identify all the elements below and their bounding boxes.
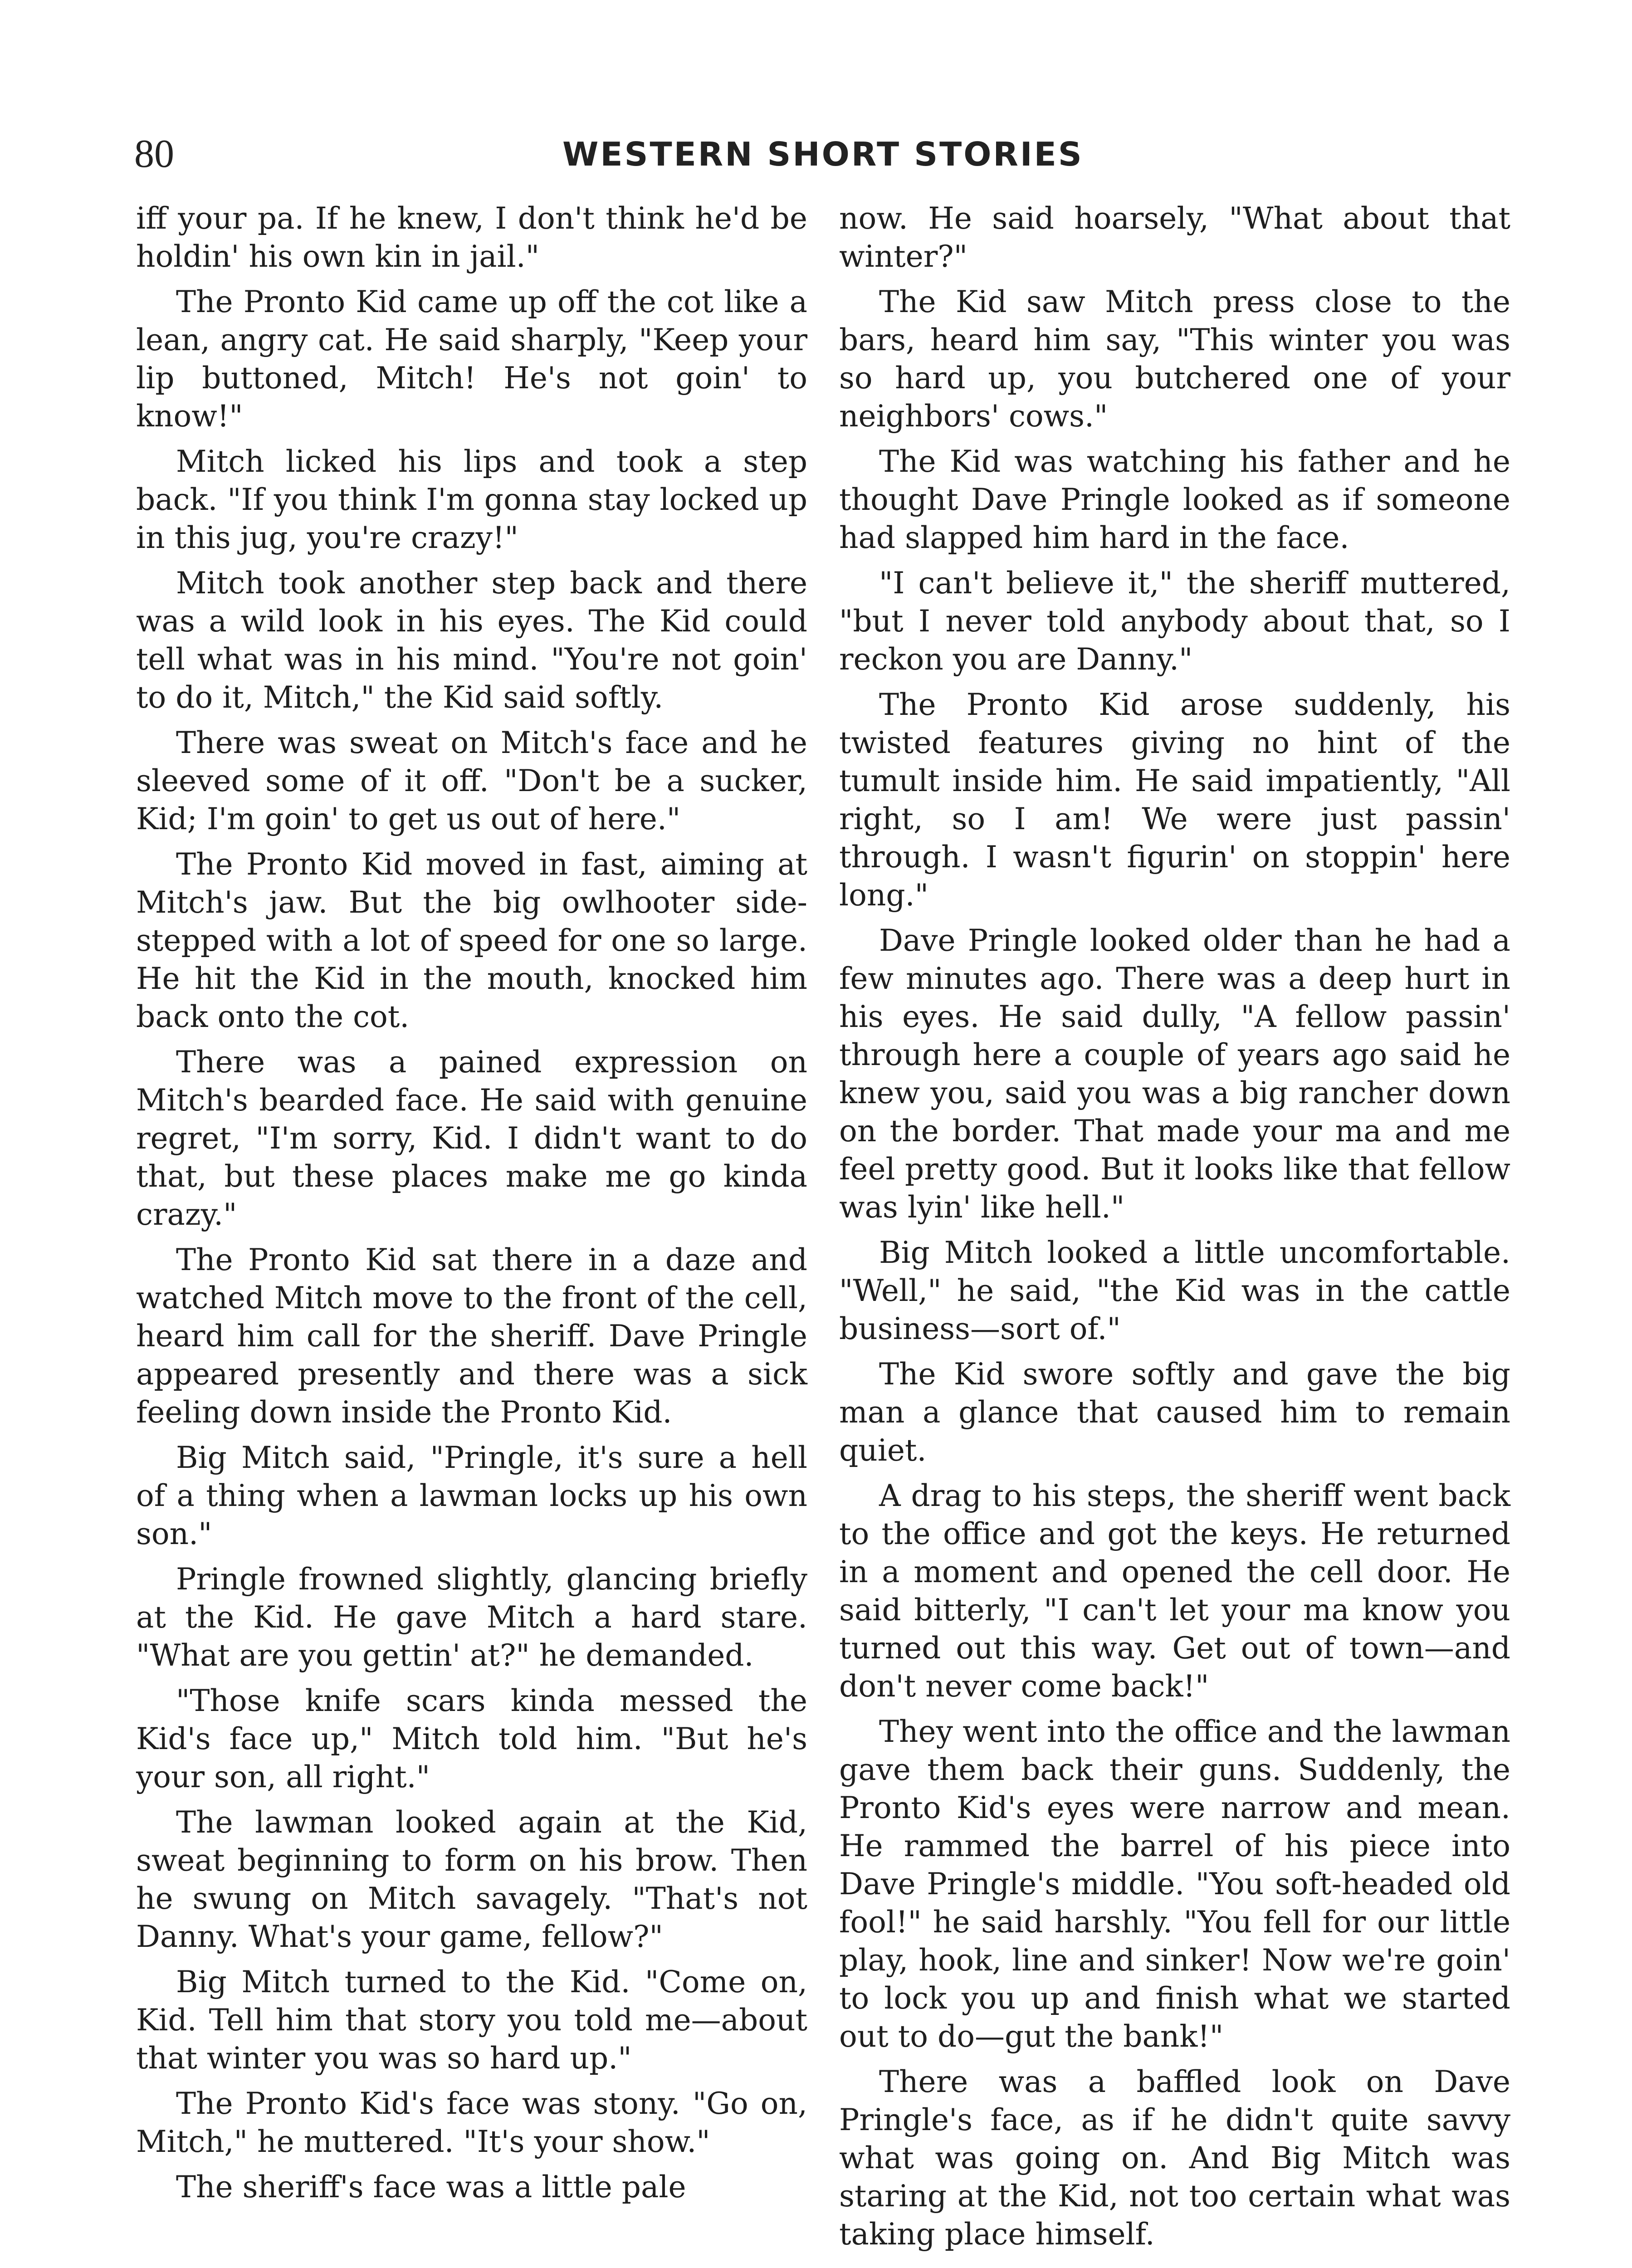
paragraph: The Pronto Kid's face was stony. "Go on, Mitch," he muttered. "It's your show."	[136, 2086, 807, 2159]
paragraph: They went into the office and the lawman gave them back their guns. Suddenly, the Pronto Kid's eyes were narrow and mean. He rammed the barrel of his piece into Dave Pringle's middle. "You soft-headed old fool!" he said harshly. "You fell for our little play, hook, line and sinker! Now we're goin' to lock you up and finish what we started out to do—gut the bank!"	[839, 1714, 1510, 2054]
paragraph: The Pronto Kid sat there in a daze and watched Mitch move to the front of the cell, heard him call for the sheriff. Dave Pringle appeared presently and there was a sick feeling down inside the Pronto Kid.	[136, 1242, 807, 1430]
paragraph: "Those knife scars kinda messed the Kid's face up," Mitch told him. "But he's your son, all right."	[136, 1683, 807, 1794]
paragraph: Big Mitch looked a little uncomfortable. "Well," he said, "the Kid was in the cattle business—sort of."	[839, 1235, 1510, 1346]
paragraph: Mitch took another step back and there was a wild look in his eyes. The Kid could tell what was in his mind. "You're not goin' to do it, Mitch," the Kid said softly.	[136, 566, 807, 715]
paragraph: The Kid swore softly and gave the big man a glance that caused him to remain quiet.	[839, 1357, 1510, 1468]
paragraph: A drag to his steps, the sheriff went back to the office and got the keys. He returned in a moment and opened the cell door. He said bitterly, "I can't let your ma know you turned out this way. Get out of town—and don't never come back!"	[839, 1478, 1510, 1704]
paragraph: Dave Pringle looked older than he had a few minutes ago. There was a deep hurt in his eyes. He said dully, "A fellow passin' through here a couple of years ago said he knew you, said you was a big rancher down on the border. That made your ma and me feel pretty good. But it looks like that fellow was lyin' like hell."	[839, 923, 1510, 1225]
paragraph: The Pronto Kid came up off the cot like a lean, angry cat. He said sharply, "Keep your lip buttoned, Mitch! He's not goin' to know!"	[136, 284, 807, 434]
paragraph: There was sweat on Mitch's face and he sleeved some of it off. "Don't be a sucker, Kid; I'm goin' to get us out of here."	[136, 725, 807, 836]
paragraph: The Kid was watching his father and he thought Dave Pringle looked as if someone had slapped him hard in the face.	[839, 444, 1510, 555]
paragraph: now. He said hoarsely, "What about that winter?"	[839, 201, 1510, 274]
left-text-column	[136, 200, 807, 2214]
paragraph: There was a baffled look on Dave Pringle's face, as if he didn't quite savvy what was going on. And Big Mitch was staring at the Kid, not too certain what was taking place himself.	[839, 2064, 1510, 2252]
paragraph: There was a pained expression on Mitch's bearded face. He said with genuine regret, "I'm sorry, Kid. I didn't want to do that, but these places make me go kinda crazy."	[136, 1045, 807, 1232]
paragraph: Big Mitch turned to the Kid. "Come on, Kid. Tell him that story you told me—about that winter you was so hard up."	[136, 1965, 807, 2076]
right-text-column	[839, 200, 1510, 2261]
paragraph: Mitch licked his lips and took a step back. "If you think I'm gonna stay locked up in this jug, you're crazy!"	[136, 444, 807, 555]
paragraph: iff your pa. If he knew, I don't think he'd be holdin' his own kin in jail."	[136, 201, 807, 274]
paragraph: The Pronto Kid arose suddenly, his twisted features giving no hint of the tumult inside him. He said impatiently, "All right, so I am! We were just passin' through. I wasn't figurin' on stoppin' here long."	[839, 687, 1510, 913]
paragraph: "I can't believe it," the sheriff muttered, "but I never told anybody about that, so I reckon you are Danny."	[839, 566, 1510, 677]
paragraph: The Pronto Kid moved in fast, aiming at Mitch's jaw. But the big owlhooter side-stepped with a lot of speed for one so large. He hit the Kid in the mouth, knocked him back onto the cot.	[136, 847, 807, 1034]
paragraph: The sheriff's face was a little pale	[176, 2170, 686, 2204]
page-number: 80	[134, 132, 174, 176]
paragraph: Big Mitch said, "Pringle, it's sure a hell of a thing when a lawman locks up his own son."	[136, 1440, 807, 1551]
paragraph: The lawman looked again at the Kid, sweat beginning to form on his brow. Then he swung on Mitch savagely. "That's not Danny. What's your game, fellow?"	[136, 1805, 807, 1954]
paragraph: Pringle frowned slightly, glancing briefly at the Kid. He gave Mitch a hard stare. "What are you gettin' at?" he demanded.	[136, 1562, 807, 1673]
running-head: WESTERN SHORT STORIES	[562, 135, 1084, 173]
paragraph: The Kid saw Mitch press close to the bars, heard him say, "This winter you was so hard up, you butchered one of your neighbors' cows."	[839, 284, 1510, 434]
